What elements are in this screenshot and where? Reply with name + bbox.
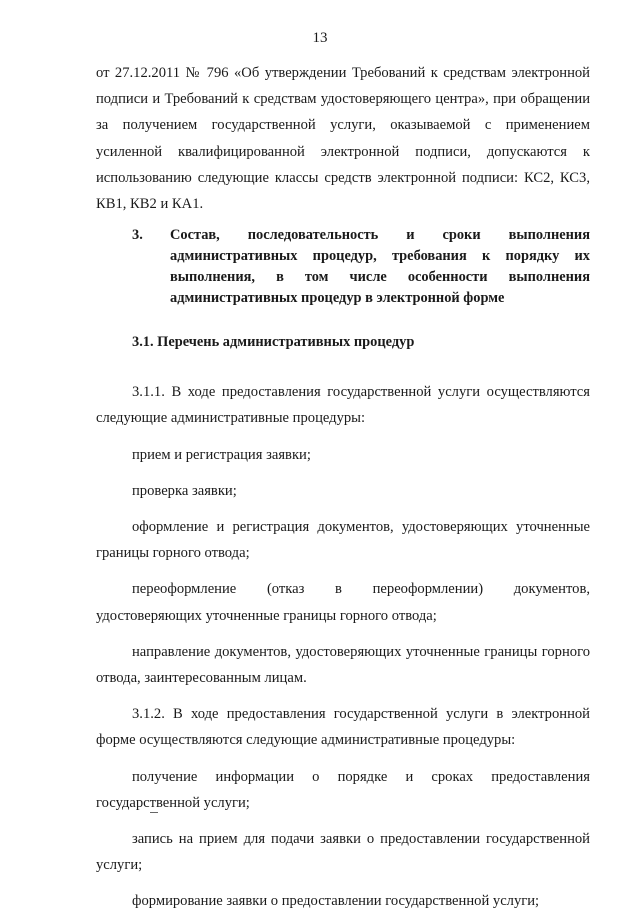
list-item: переоформление (отказ в переоформлении) документов, удостоверяющих уточненные границы горного отвода; [96,581,590,624]
list-item: направление документов, удостоверяющих уточненные границы горного отвода, заинтересованным лицам. [96,643,590,687]
list-item: получение информации о порядке и сроках предоставления государственной услуги; [96,768,590,811]
list-item: формирование заявки о предоставлении государственной услуги; [132,893,540,910]
list-item: проверка заявки; [132,482,237,499]
list-item: оформление и регистрация документов, удостоверяющих уточненные границы горного отвода; [96,519,590,562]
page-number: 13 [312,30,328,46]
page-content [96,60,590,915]
list-item: прием и регистрация заявки; [132,446,311,463]
section-heading [96,225,590,309]
paragraph-3-1-2: 3.1.2. В ходе предоставления государственной услуги в электронной форме осуществляются следующие административные процедуры: [96,706,590,749]
list-item: запись на прием для подачи заявки о предоставлении государственной услуги; [96,831,590,874]
section-title: Состав, последовательность и сроки выполнения административных процедур, требования к порядку их выполнения, в том числе особенности выполнения административных процедур в электронной форме [170,227,590,307]
section-number: 3. [132,227,143,244]
subsection-heading: 3.1. Перечень административных процедур [132,334,415,351]
scan-mark [150,812,158,813]
intro-paragraph: от 27.12.2011 № 796 «Об утверждении Требований к средствам электронной подписи и Требований к средствам удостоверяющего центра», при обращении за получением государственной услуги, оказываемой с применением усиленной квалифицированной электронной подписи, допускаются к использованию следующие классы средств электронной подписи: КС2, КС3, КВ1, КВ2 и КА1. [96,65,590,213]
paragraph-3-1-1: 3.1.1. В ходе предоставления государственной услуги осуществляются следующие административные процедуры: [96,384,590,427]
